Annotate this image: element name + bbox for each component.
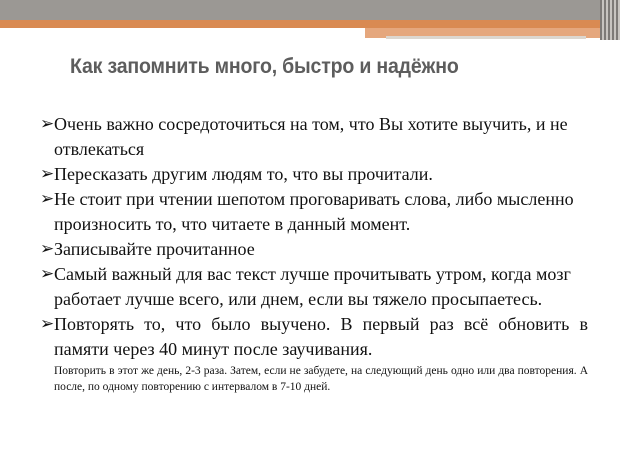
list-item-text: Очень важно сосредоточиться на том, что Вы хотите выучить, и не отвлекаться — [54, 114, 568, 159]
slide-title: Как запомнить много, быстро и надёжно — [70, 55, 459, 78]
list-item — [40, 187, 588, 237]
list-item-text: Не стоит при чтении шепотом проговаривать слова, либо мысленно произносить то, что читаете в данный момент. — [54, 189, 574, 234]
header-gray-bar — [0, 0, 620, 20]
list-item-text: Самый важный для вас текст лучше прочитывать утром, когда мозг работает лучше всего, или днем, если вы тяжело просыпаетесь. — [54, 264, 571, 309]
header-stripes — [600, 0, 620, 40]
list-item — [40, 162, 588, 187]
list-item — [40, 112, 588, 162]
list-item — [40, 237, 588, 262]
arrow-bullet-icon: ➢ — [40, 164, 55, 184]
list-item — [40, 262, 588, 312]
header-orange-bar — [0, 20, 600, 28]
bullet-list — [40, 112, 588, 395]
arrow-bullet-icon: ➢ — [40, 114, 55, 134]
header-thin-line — [386, 36, 586, 39]
list-item — [40, 312, 588, 395]
list-item-text: Повторять то, что было выучено. В первый раз всё обновить в памяти через 40 минут после заучивания. — [54, 314, 588, 359]
arrow-bullet-icon: ➢ — [40, 264, 55, 284]
arrow-bullet-icon: ➢ — [40, 239, 55, 259]
arrow-bullet-icon: ➢ — [40, 314, 55, 334]
list-item-text: Пересказать другим людям то, что вы прочитали. — [54, 164, 433, 184]
list-item-note: Повторить в этот же день, 2-3 раза. Затем, если не забудете, на следующий день одно или два повторения. А после, по одному повторению с интервалом в 7-10 дней. — [54, 365, 588, 393]
arrow-bullet-icon: ➢ — [40, 189, 55, 209]
list-item-text: Записывайте прочитанное — [54, 239, 255, 259]
